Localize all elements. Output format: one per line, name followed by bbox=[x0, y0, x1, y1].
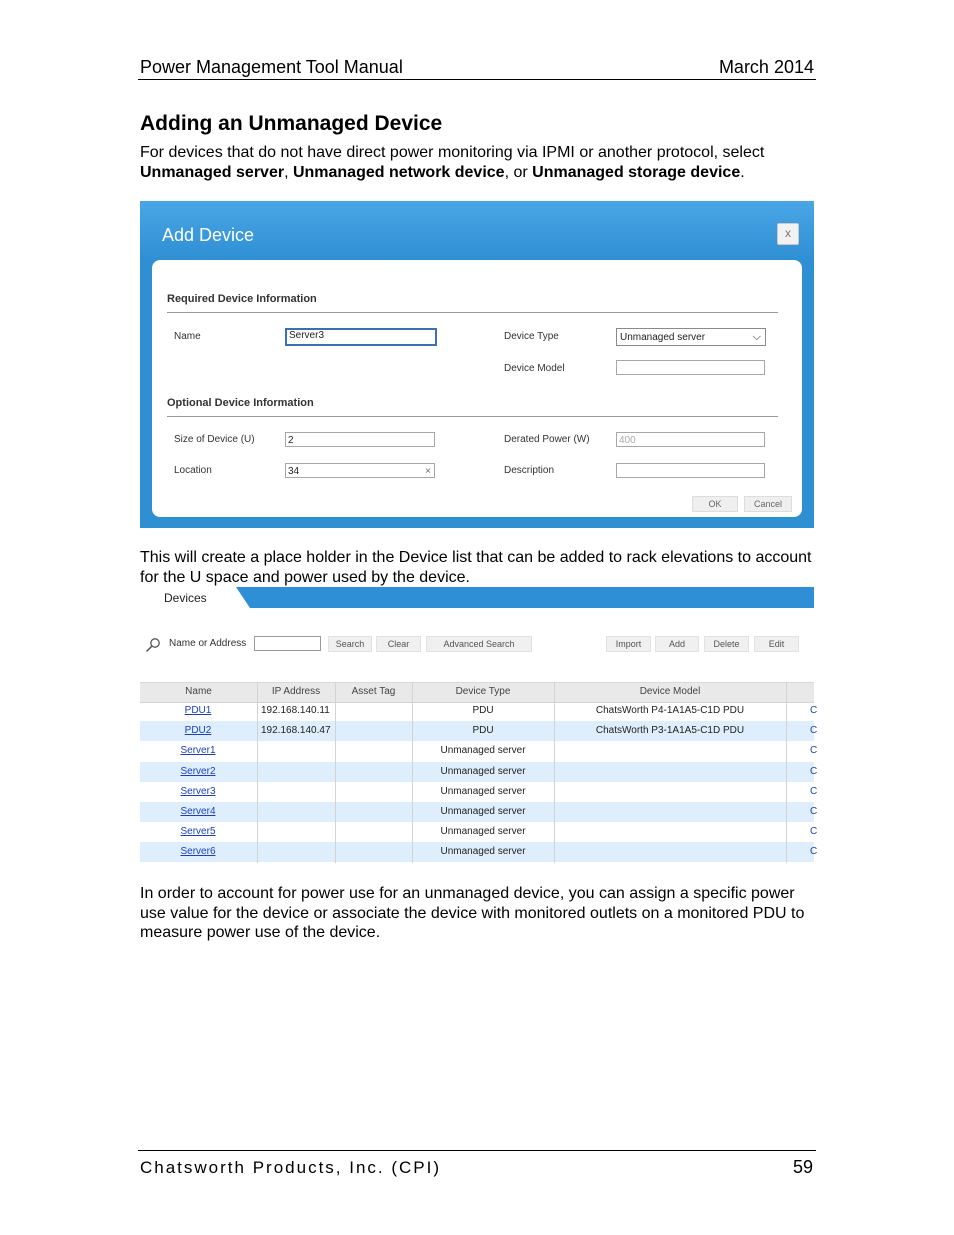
device-name-link[interactable]: PDU2 bbox=[184, 725, 212, 737]
table-row[interactable] bbox=[140, 762, 818, 782]
import-button[interactable]: Import bbox=[606, 636, 651, 652]
column-divider bbox=[786, 682, 787, 863]
truncated-column-cell: C bbox=[810, 705, 818, 716]
table-row[interactable] bbox=[140, 721, 818, 741]
column-divider bbox=[335, 682, 336, 863]
location-value: 34 bbox=[288, 466, 300, 477]
device-type-label: Device Type bbox=[504, 331, 559, 342]
table-header bbox=[140, 682, 814, 703]
delete-button[interactable]: Delete bbox=[704, 636, 749, 652]
intro-paragraph bbox=[140, 143, 820, 182]
table-row[interactable] bbox=[140, 822, 818, 842]
truncated-column-cell: C bbox=[810, 826, 818, 838]
truncated-column-cell: C bbox=[810, 725, 818, 737]
close-icon[interactable]: x bbox=[777, 223, 799, 245]
search-label: Name or Address bbox=[169, 638, 247, 649]
table-row[interactable] bbox=[140, 802, 818, 822]
derated-power-input[interactable]: 400 bbox=[616, 432, 765, 447]
intro-option-storage: Unmanaged storage device bbox=[532, 163, 741, 181]
table-row[interactable] bbox=[140, 842, 818, 862]
description-label: Description bbox=[504, 465, 555, 476]
truncated-column-cell: C bbox=[810, 806, 818, 817]
size-label: Size of Device (U) bbox=[174, 434, 255, 445]
footer-rule bbox=[138, 1150, 816, 1151]
header-title: Power Management Tool Manual bbox=[140, 57, 403, 77]
column-header-name[interactable]: Name bbox=[185, 686, 212, 697]
device-name-link[interactable]: Server1 bbox=[180, 745, 216, 757]
device-model-input[interactable] bbox=[616, 360, 765, 375]
intro-option-network: Unmanaged network device bbox=[292, 163, 505, 181]
clear-icon[interactable]: × bbox=[425, 466, 431, 477]
chevron-down-icon: ⌵ bbox=[752, 331, 761, 343]
name-input[interactable]: Server3 bbox=[285, 328, 437, 346]
device-model-cell: ChatsWorth P4-1A1A5-C1D PDU bbox=[595, 705, 745, 716]
column-header-type[interactable]: Device Type bbox=[455, 686, 511, 697]
device-type-cell: PDU bbox=[472, 725, 494, 737]
ok-button[interactable]: OK bbox=[692, 496, 738, 512]
search-input[interactable] bbox=[254, 636, 321, 651]
device-type-cell: Unmanaged server bbox=[440, 745, 526, 757]
device-type-cell: Unmanaged server bbox=[440, 785, 526, 797]
device-name-link[interactable]: Server5 bbox=[180, 826, 216, 838]
add-button[interactable]: Add bbox=[655, 636, 699, 652]
device-type-cell: Unmanaged server bbox=[440, 826, 526, 838]
intro-text: For devices that do not have direct power monitoring via IPMI or another protocol, select bbox=[140, 144, 765, 161]
header-date: March 2014 bbox=[718, 57, 814, 77]
column-divider bbox=[412, 682, 413, 863]
device-type-cell: PDU bbox=[472, 705, 494, 716]
name-label: Name bbox=[174, 331, 201, 342]
advanced-search-button[interactable]: Advanced Search bbox=[426, 636, 532, 652]
device-model-cell: ChatsWorth P3-1A1A5-C1D PDU bbox=[595, 725, 745, 737]
middle-paragraph: This will create a place holder in the Device list that can be added to rack elevations to account for the U space and power used by the device. bbox=[140, 549, 812, 586]
page-number: 59 bbox=[792, 1157, 813, 1177]
device-type-value: Unmanaged server bbox=[620, 332, 706, 343]
optional-section-heading: Optional Device Information bbox=[167, 397, 314, 409]
column-divider bbox=[554, 682, 555, 863]
ip-address-cell: 192.168.140.11 bbox=[261, 705, 330, 716]
derated-power-label: Derated Power (W) bbox=[504, 434, 590, 445]
table-row[interactable] bbox=[140, 782, 818, 802]
column-divider bbox=[257, 682, 258, 863]
device-name-link[interactable]: Server3 bbox=[180, 785, 216, 797]
intro-end: . bbox=[740, 163, 745, 181]
header-rule bbox=[138, 79, 816, 80]
cancel-button[interactable]: Cancel bbox=[744, 496, 792, 512]
device-type-cell: Unmanaged server bbox=[440, 765, 526, 777]
location-label: Location bbox=[174, 465, 212, 476]
device-type-cell: Unmanaged server bbox=[440, 806, 526, 817]
location-input[interactable] bbox=[285, 463, 435, 478]
device-type-select[interactable] bbox=[616, 328, 766, 346]
add-device-dialog bbox=[140, 201, 814, 528]
truncated-column-cell: C bbox=[810, 765, 818, 777]
section-divider bbox=[167, 312, 778, 313]
section-divider bbox=[167, 416, 778, 417]
footer-company: Chatsworth Products, Inc. (CPI) bbox=[140, 1158, 442, 1177]
device-name-link[interactable]: Server4 bbox=[180, 806, 216, 817]
intro-separator: , bbox=[284, 163, 293, 181]
device-name-link[interactable]: PDU1 bbox=[184, 705, 212, 716]
dialog-body bbox=[152, 260, 802, 517]
truncated-column-cell: C bbox=[810, 785, 818, 797]
truncated-column-cell: C bbox=[810, 846, 818, 858]
column-header-ip[interactable]: IP Address bbox=[271, 686, 321, 697]
device-name-link[interactable]: Server6 bbox=[180, 846, 216, 858]
intro-option-server: Unmanaged server bbox=[140, 163, 285, 181]
column-header-model[interactable]: Device Model bbox=[639, 686, 701, 697]
truncated-column-cell: C bbox=[810, 745, 818, 757]
intro-separator: , or bbox=[504, 163, 533, 181]
size-input[interactable]: 2 bbox=[285, 432, 435, 447]
device-model-label: Device Model bbox=[504, 363, 565, 374]
search-button[interactable]: Search bbox=[328, 636, 372, 652]
description-input[interactable] bbox=[616, 463, 765, 478]
clear-button[interactable]: Clear bbox=[376, 636, 421, 652]
ip-address-cell: 192.168.140.47 bbox=[261, 725, 331, 737]
section-heading: Adding an Unmanaged Device bbox=[140, 112, 443, 135]
dialog-title: Add Device bbox=[162, 225, 255, 245]
device-name-link[interactable]: Server2 bbox=[180, 765, 216, 777]
devices-panel bbox=[140, 587, 818, 863]
devices-tab-title: Devices bbox=[164, 591, 207, 605]
column-header-asset[interactable]: Asset Tag bbox=[351, 686, 396, 697]
device-type-cell: Unmanaged server bbox=[440, 846, 526, 858]
table-row[interactable] bbox=[140, 741, 818, 761]
edit-button[interactable]: Edit bbox=[754, 636, 799, 652]
table-row[interactable] bbox=[140, 701, 818, 721]
search-icon bbox=[145, 637, 161, 653]
closing-paragraph: In order to account for power use for an unmanaged device, you can assign a specific power use value for the device or associate the device with monitored outlets on a monitored PDU to measure power use of the device. bbox=[140, 885, 805, 941]
required-section-heading: Required Device Information bbox=[167, 293, 317, 305]
